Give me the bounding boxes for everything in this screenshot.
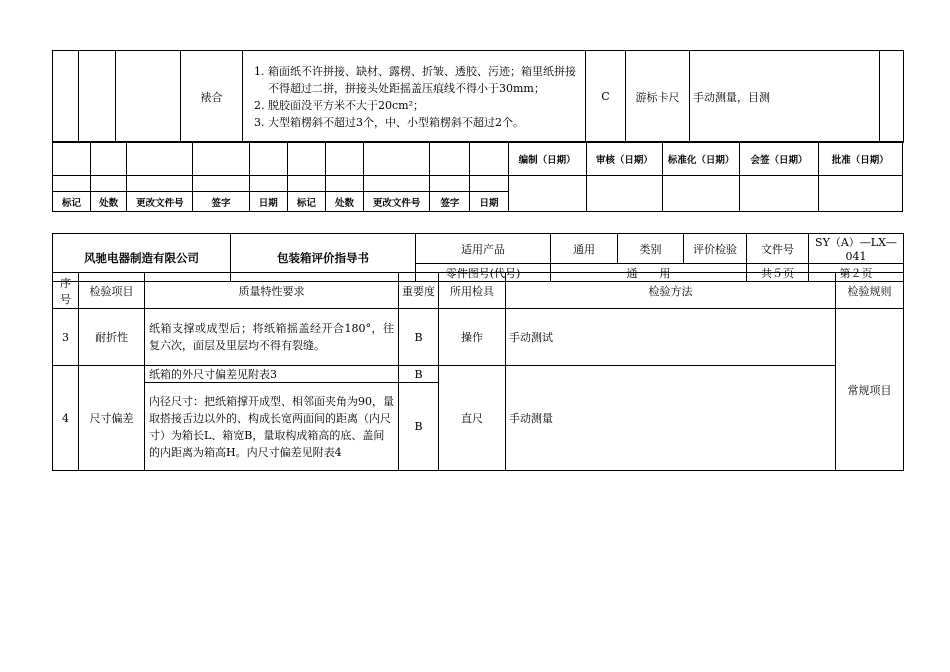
row-importance: B (399, 383, 439, 471)
col-seq: 序号 (53, 273, 79, 309)
rev-header: 日期 (249, 192, 287, 212)
row-requirement-inner: 内径尺寸：把纸箱撑开成型、相邻面夹角为90，量取搭接舌边以外的、构成长宽两面间的距离（内尺寸）为箱长L、箱宽B，量取构成箱高的底、盖间的内距离为箱高H。内尺寸偏差见附表4 (145, 383, 399, 471)
file-no-value: SY（A）—LX—041 (809, 234, 904, 264)
doc-title: 包装箱评价指导书 (231, 234, 416, 282)
col-rule: 检验规则 (836, 273, 904, 309)
row-seq: 4 (53, 366, 79, 471)
row-method: 手动测量 (506, 366, 836, 471)
col-requirement: 质量特性要求 (145, 273, 399, 309)
item-cell: 裱合 (181, 51, 243, 143)
tool-cell: 游标卡尺 (626, 51, 690, 143)
rev-header: 签字 (193, 192, 249, 212)
rev-header: 更改文件号 (127, 192, 193, 212)
part-label: 零件图号(代号) (416, 264, 551, 282)
file-no-label: 文件号 (747, 234, 809, 264)
requirement-item: 1. 箱面纸不许拼接、缺材、露楞、折皱、透胶、污迹；箱里纸拼接不得超过二拼，拼接头处距摇盖压痕线不得小于30mm； (268, 63, 582, 97)
rev-header: 标记 (53, 192, 91, 212)
row-item: 耐折性 (79, 309, 145, 366)
rev-header: 日期 (470, 192, 508, 212)
approval-countersigned: 会签（日期） (740, 142, 818, 176)
inspection-table (52, 272, 904, 471)
rev-header: 处数 (325, 192, 363, 212)
row-tool: 直尺 (439, 366, 506, 471)
product-label: 适用产品 (416, 234, 551, 264)
col-item: 检验项目 (79, 273, 145, 309)
approval-standardized: 标准化（日期） (663, 142, 740, 176)
rev-header: 签字 (430, 192, 470, 212)
category-value: 评价检验 (684, 234, 747, 264)
continuation-table (52, 50, 904, 143)
row-requirement-outer: 纸箱的外尺寸偏差见附表3 (145, 366, 399, 383)
part-value: 通 用 (551, 264, 747, 282)
row-importance: B (399, 309, 439, 366)
rev-header: 处数 (91, 192, 127, 212)
row-method: 手动测试 (506, 309, 836, 366)
requirements-list (243, 51, 586, 143)
requirement-item: 3. 大型箱楞斜不超过3个，中、小型箱楞斜不超过2个。 (268, 114, 582, 131)
approval-reviewed: 审核（日期） (586, 142, 662, 176)
col-method: 检验方法 (506, 273, 836, 309)
signoff-table (52, 141, 903, 212)
row-seq: 3 (53, 309, 79, 366)
requirement-item: 2. 脱胶面没平方米不大于20cm²； (268, 97, 582, 114)
col-tool: 所用检具 (439, 273, 506, 309)
rev-header: 更改文件号 (364, 192, 430, 212)
category-label: 类别 (618, 234, 684, 264)
approval-approved: 批准（日期） (818, 142, 902, 176)
rule-cell: 常规项目 (836, 309, 904, 471)
grade-cell: C (586, 51, 626, 143)
col-importance: 重要度 (399, 273, 439, 309)
method-cell: 手动测量，目测 (690, 51, 880, 143)
row-importance: B (399, 366, 439, 383)
total-pages: 共５页 (747, 264, 809, 282)
row-requirement: 纸箱支撑或成型后；将纸箱摇盖经开合180°，往复六次，面层及里层均不得有裂缝。 (145, 309, 399, 366)
rev-header: 标记 (287, 192, 325, 212)
page-number: 第２页 (809, 264, 904, 282)
product-value: 通用 (551, 234, 618, 264)
row-item: 尺寸偏差 (79, 366, 145, 471)
company-name: 风驰电器制造有限公司 (53, 234, 231, 282)
row-tool: 操作 (439, 309, 506, 366)
approval-prepared: 编制（日期） (508, 142, 586, 176)
